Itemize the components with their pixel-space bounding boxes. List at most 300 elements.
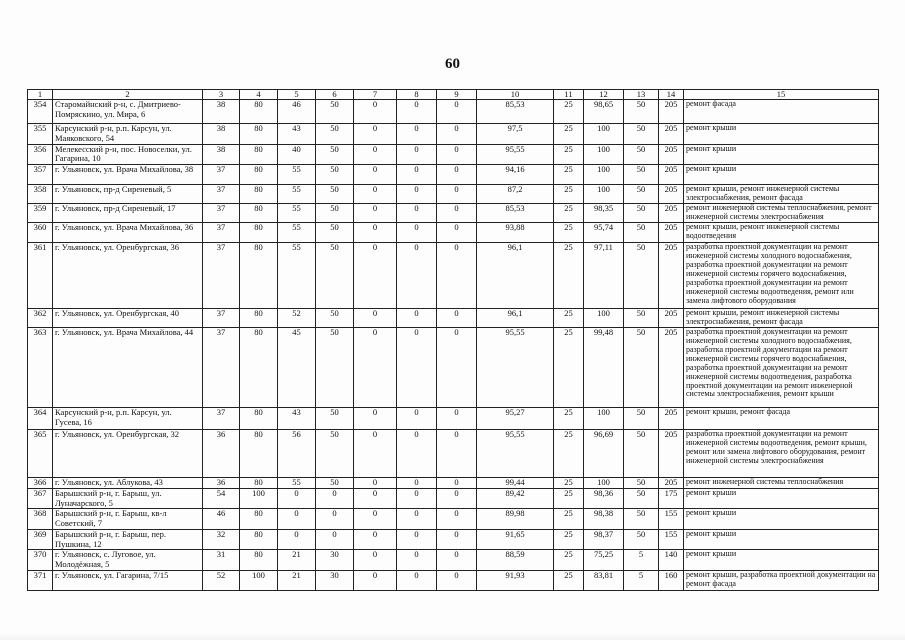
value-cell: 43 bbox=[278, 407, 316, 429]
value-cell: 25 bbox=[554, 429, 584, 477]
value-cell: 55 bbox=[278, 242, 316, 308]
value-cell: 100 bbox=[584, 165, 624, 185]
value-cell: 37 bbox=[203, 407, 240, 429]
value-cell: 140 bbox=[659, 550, 684, 571]
value-cell: 38 bbox=[203, 100, 240, 124]
value-cell: 98,38 bbox=[584, 509, 624, 530]
value-cell: 175 bbox=[659, 488, 684, 509]
value-cell: 50 bbox=[624, 407, 659, 429]
value-cell: 0 bbox=[397, 242, 437, 308]
value-cell: 205 bbox=[659, 407, 684, 429]
value-cell: 32 bbox=[203, 529, 240, 550]
value-cell: 43 bbox=[278, 124, 316, 145]
value-cell: 46 bbox=[203, 509, 240, 530]
value-cell: 89,98 bbox=[477, 509, 554, 530]
table-row bbox=[28, 488, 879, 509]
column-header: 3 bbox=[203, 90, 240, 100]
value-cell: 50 bbox=[624, 477, 659, 488]
value-cell: 25 bbox=[554, 509, 584, 530]
works-cell: разработка проектной документации на ремонт инженерной системы холодного водоснабжения, разработка проектной документации на ремонт инженерной системы горячего водоснабжения, разработка проектной документации на ремонт инженерной системы водоотведения, разработка проектной документации на ремонт инженерной системы электроснабжения, ремонт крыши bbox=[684, 327, 879, 407]
address-cell: Карсунский р-н, р.п. Карсун, ул. Гусева, 16 bbox=[53, 407, 203, 429]
row-number: 371 bbox=[28, 570, 53, 590]
value-cell: 100 bbox=[584, 407, 624, 429]
value-cell: 0 bbox=[397, 550, 437, 571]
repair-program-table bbox=[27, 89, 879, 591]
value-cell: 0 bbox=[437, 407, 477, 429]
value-cell: 25 bbox=[554, 242, 584, 308]
value-cell: 25 bbox=[554, 203, 584, 222]
value-cell: 0 bbox=[437, 308, 477, 327]
value-cell: 0 bbox=[278, 509, 316, 530]
value-cell: 91,65 bbox=[477, 529, 554, 550]
value-cell: 100 bbox=[584, 185, 624, 204]
value-cell: 0 bbox=[354, 529, 397, 550]
value-cell: 50 bbox=[316, 185, 354, 204]
value-cell: 205 bbox=[659, 222, 684, 242]
address-cell: Старомайнский р-н, с. Дмитриево-Помряскино, ул. Мира, 6 bbox=[53, 100, 203, 124]
value-cell: 80 bbox=[240, 429, 278, 477]
value-cell: 205 bbox=[659, 429, 684, 477]
column-header: 7 bbox=[354, 90, 397, 100]
address-cell: г. Ульяновск, ул. Врача Михайлова, 38 bbox=[53, 165, 203, 185]
column-header: 6 bbox=[316, 90, 354, 100]
value-cell: 100 bbox=[584, 124, 624, 145]
address-cell: г. Ульяновск, ул. Гагарина, 7/15 bbox=[53, 570, 203, 590]
value-cell: 55 bbox=[278, 203, 316, 222]
column-header: 9 bbox=[437, 90, 477, 100]
value-cell: 50 bbox=[624, 144, 659, 165]
value-cell: 80 bbox=[240, 165, 278, 185]
value-cell: 95,55 bbox=[477, 327, 554, 407]
value-cell: 83,81 bbox=[584, 570, 624, 590]
value-cell: 0 bbox=[437, 488, 477, 509]
value-cell: 98,37 bbox=[584, 529, 624, 550]
value-cell: 85,53 bbox=[477, 203, 554, 222]
value-cell: 95,27 bbox=[477, 407, 554, 429]
value-cell: 91,93 bbox=[477, 570, 554, 590]
value-cell: 0 bbox=[397, 477, 437, 488]
value-cell: 50 bbox=[316, 222, 354, 242]
value-cell: 55 bbox=[278, 165, 316, 185]
value-cell: 50 bbox=[624, 100, 659, 124]
works-cell: ремонт крыши, ремонт фасада bbox=[684, 407, 879, 429]
row-number: 357 bbox=[28, 165, 53, 185]
value-cell: 0 bbox=[278, 529, 316, 550]
table-row bbox=[28, 429, 879, 477]
column-header: 8 bbox=[397, 90, 437, 100]
address-cell: Мелекесский р-н, пос. Новоселки, ул. Гагарина, 10 bbox=[53, 144, 203, 165]
value-cell: 50 bbox=[316, 203, 354, 222]
value-cell: 37 bbox=[203, 222, 240, 242]
scan-edge bbox=[0, 632, 905, 640]
table-row bbox=[28, 477, 879, 488]
value-cell: 50 bbox=[624, 327, 659, 407]
value-cell: 0 bbox=[354, 570, 397, 590]
value-cell: 30 bbox=[316, 570, 354, 590]
value-cell: 205 bbox=[659, 124, 684, 145]
value-cell: 0 bbox=[397, 429, 437, 477]
value-cell: 80 bbox=[240, 529, 278, 550]
value-cell: 0 bbox=[397, 529, 437, 550]
value-cell: 205 bbox=[659, 327, 684, 407]
value-cell: 0 bbox=[397, 203, 437, 222]
value-cell: 205 bbox=[659, 477, 684, 488]
value-cell: 37 bbox=[203, 185, 240, 204]
works-cell: ремонт крыши bbox=[684, 124, 879, 145]
value-cell: 96,69 bbox=[584, 429, 624, 477]
value-cell: 0 bbox=[397, 100, 437, 124]
value-cell: 0 bbox=[397, 144, 437, 165]
works-cell: разработка проектной документации на ремонт инженерной системы холодного водоснабжения, разработка проектной документации на ремонт инженерной системы горячего водоснабжения, разработка проектной документации на ремонт инженерной системы водоотведения, ремонт или замена лифтового оборудования bbox=[684, 242, 879, 308]
value-cell: 0 bbox=[354, 429, 397, 477]
works-cell: ремонт крыши, ремонт инженерной системы электроснабжения, ремонт фасада bbox=[684, 308, 879, 327]
value-cell: 21 bbox=[278, 550, 316, 571]
value-cell: 205 bbox=[659, 308, 684, 327]
table-row bbox=[28, 124, 879, 145]
value-cell: 0 bbox=[354, 203, 397, 222]
value-cell: 205 bbox=[659, 165, 684, 185]
value-cell: 0 bbox=[278, 488, 316, 509]
table-row bbox=[28, 509, 879, 530]
value-cell: 0 bbox=[437, 529, 477, 550]
value-cell: 0 bbox=[437, 124, 477, 145]
value-cell: 50 bbox=[316, 477, 354, 488]
address-cell: г. Ульяновск, ул. Оренбургская, 40 bbox=[53, 308, 203, 327]
value-cell: 0 bbox=[437, 429, 477, 477]
address-cell: Барышский р-н, г. Барыш, пер. Пушкина, 12 bbox=[53, 529, 203, 550]
value-cell: 25 bbox=[554, 165, 584, 185]
table-row bbox=[28, 308, 879, 327]
works-cell: ремонт крыши, ремонт инженерной системы электроснабжения, ремонт фасада bbox=[684, 185, 879, 204]
table-row bbox=[28, 529, 879, 550]
works-cell: ремонт инженерной системы теплоснабжения bbox=[684, 477, 879, 488]
value-cell: 50 bbox=[316, 308, 354, 327]
value-cell: 0 bbox=[437, 185, 477, 204]
value-cell: 0 bbox=[437, 570, 477, 590]
value-cell: 100 bbox=[584, 308, 624, 327]
column-header: 11 bbox=[554, 90, 584, 100]
value-cell: 50 bbox=[624, 185, 659, 204]
value-cell: 97,5 bbox=[477, 124, 554, 145]
value-cell: 0 bbox=[437, 327, 477, 407]
value-cell: 54 bbox=[203, 488, 240, 509]
value-cell: 205 bbox=[659, 242, 684, 308]
value-cell: 205 bbox=[659, 144, 684, 165]
works-cell: ремонт крыши bbox=[684, 509, 879, 530]
value-cell: 85,53 bbox=[477, 100, 554, 124]
value-cell: 100 bbox=[584, 477, 624, 488]
value-cell: 50 bbox=[624, 222, 659, 242]
value-cell: 25 bbox=[554, 477, 584, 488]
value-cell: 50 bbox=[316, 327, 354, 407]
value-cell: 55 bbox=[278, 222, 316, 242]
row-number: 356 bbox=[28, 144, 53, 165]
address-cell: Барышский р-н, г. Барыш, ул. Луначарского, 5 bbox=[53, 488, 203, 509]
value-cell: 80 bbox=[240, 308, 278, 327]
value-cell: 80 bbox=[240, 477, 278, 488]
value-cell: 0 bbox=[354, 144, 397, 165]
value-cell: 45 bbox=[278, 327, 316, 407]
value-cell: 205 bbox=[659, 100, 684, 124]
column-header: 15 bbox=[684, 90, 879, 100]
value-cell: 25 bbox=[554, 185, 584, 204]
value-cell: 205 bbox=[659, 203, 684, 222]
value-cell: 99,48 bbox=[584, 327, 624, 407]
value-cell: 50 bbox=[316, 124, 354, 145]
value-cell: 96,1 bbox=[477, 242, 554, 308]
value-cell: 75,25 bbox=[584, 550, 624, 571]
value-cell: 0 bbox=[397, 509, 437, 530]
value-cell: 0 bbox=[437, 550, 477, 571]
value-cell: 25 bbox=[554, 407, 584, 429]
value-cell: 98,65 bbox=[584, 100, 624, 124]
value-cell: 50 bbox=[624, 509, 659, 530]
row-number: 363 bbox=[28, 327, 53, 407]
value-cell: 160 bbox=[659, 570, 684, 590]
value-cell: 80 bbox=[240, 550, 278, 571]
value-cell: 80 bbox=[240, 407, 278, 429]
column-header: 2 bbox=[53, 90, 203, 100]
value-cell: 0 bbox=[397, 570, 437, 590]
value-cell: 0 bbox=[354, 100, 397, 124]
value-cell: 50 bbox=[316, 242, 354, 308]
value-cell: 25 bbox=[554, 570, 584, 590]
address-cell: г. Ульяновск, ул. Оренбургская, 36 bbox=[53, 242, 203, 308]
value-cell: 52 bbox=[203, 570, 240, 590]
value-cell: 0 bbox=[437, 100, 477, 124]
value-cell: 0 bbox=[397, 165, 437, 185]
value-cell: 0 bbox=[437, 203, 477, 222]
value-cell: 95,74 bbox=[584, 222, 624, 242]
value-cell: 0 bbox=[354, 327, 397, 407]
value-cell: 80 bbox=[240, 100, 278, 124]
value-cell: 155 bbox=[659, 529, 684, 550]
value-cell: 25 bbox=[554, 308, 584, 327]
table-row bbox=[28, 407, 879, 429]
row-number: 364 bbox=[28, 407, 53, 429]
value-cell: 100 bbox=[584, 144, 624, 165]
value-cell: 50 bbox=[316, 165, 354, 185]
value-cell: 0 bbox=[397, 185, 437, 204]
value-cell: 50 bbox=[624, 488, 659, 509]
column-header: 13 bbox=[624, 90, 659, 100]
value-cell: 50 bbox=[316, 407, 354, 429]
value-cell: 80 bbox=[240, 509, 278, 530]
table-body bbox=[28, 100, 879, 591]
value-cell: 0 bbox=[437, 222, 477, 242]
works-cell: ремонт крыши bbox=[684, 165, 879, 185]
row-number: 366 bbox=[28, 477, 53, 488]
value-cell: 0 bbox=[354, 242, 397, 308]
value-cell: 46 bbox=[278, 100, 316, 124]
value-cell: 50 bbox=[624, 203, 659, 222]
value-cell: 93,88 bbox=[477, 222, 554, 242]
value-cell: 0 bbox=[397, 124, 437, 145]
value-cell: 25 bbox=[554, 144, 584, 165]
row-number: 365 bbox=[28, 429, 53, 477]
value-cell: 0 bbox=[397, 488, 437, 509]
value-cell: 50 bbox=[624, 242, 659, 308]
value-cell: 37 bbox=[203, 308, 240, 327]
row-number: 355 bbox=[28, 124, 53, 145]
value-cell: 30 bbox=[316, 550, 354, 571]
value-cell: 0 bbox=[354, 124, 397, 145]
value-cell: 0 bbox=[437, 144, 477, 165]
value-cell: 95,55 bbox=[477, 429, 554, 477]
works-cell: ремонт крыши bbox=[684, 529, 879, 550]
column-header: 14 bbox=[659, 90, 684, 100]
value-cell: 0 bbox=[437, 477, 477, 488]
value-cell: 0 bbox=[397, 327, 437, 407]
value-cell: 98,36 bbox=[584, 488, 624, 509]
value-cell: 80 bbox=[240, 124, 278, 145]
value-cell: 100 bbox=[240, 570, 278, 590]
value-cell: 80 bbox=[240, 327, 278, 407]
column-header: 4 bbox=[240, 90, 278, 100]
value-cell: 50 bbox=[316, 144, 354, 165]
value-cell: 95,55 bbox=[477, 144, 554, 165]
value-cell: 89,42 bbox=[477, 488, 554, 509]
value-cell: 31 bbox=[203, 550, 240, 571]
row-number: 368 bbox=[28, 509, 53, 530]
value-cell: 0 bbox=[354, 477, 397, 488]
value-cell: 0 bbox=[354, 308, 397, 327]
value-cell: 50 bbox=[624, 124, 659, 145]
column-header: 10 bbox=[477, 90, 554, 100]
value-cell: 80 bbox=[240, 242, 278, 308]
value-cell: 37 bbox=[203, 203, 240, 222]
row-number: 367 bbox=[28, 488, 53, 509]
value-cell: 55 bbox=[278, 477, 316, 488]
column-header-row bbox=[28, 90, 879, 100]
value-cell: 5 bbox=[624, 550, 659, 571]
value-cell: 0 bbox=[354, 407, 397, 429]
value-cell: 0 bbox=[437, 242, 477, 308]
value-cell: 0 bbox=[316, 509, 354, 530]
value-cell: 0 bbox=[354, 222, 397, 242]
value-cell: 0 bbox=[354, 488, 397, 509]
page-number: 60 bbox=[445, 56, 460, 72]
value-cell: 38 bbox=[203, 144, 240, 165]
works-cell: ремонт крыши bbox=[684, 550, 879, 571]
works-cell: ремонт крыши bbox=[684, 144, 879, 165]
value-cell: 94,16 bbox=[477, 165, 554, 185]
value-cell: 155 bbox=[659, 509, 684, 530]
value-cell: 52 bbox=[278, 308, 316, 327]
table-row bbox=[28, 242, 879, 308]
value-cell: 0 bbox=[316, 529, 354, 550]
value-cell: 0 bbox=[437, 165, 477, 185]
value-cell: 37 bbox=[203, 327, 240, 407]
row-number: 369 bbox=[28, 529, 53, 550]
value-cell: 50 bbox=[316, 100, 354, 124]
value-cell: 99,44 bbox=[477, 477, 554, 488]
column-header: 1 bbox=[28, 90, 53, 100]
value-cell: 0 bbox=[437, 509, 477, 530]
address-cell: г. Ульяновск, с. Луговое, ул. Молодёжная, 5 bbox=[53, 550, 203, 571]
value-cell: 25 bbox=[554, 222, 584, 242]
address-cell: г. Ульяновск, ул. Оренбургская, 32 bbox=[53, 429, 203, 477]
value-cell: 50 bbox=[624, 308, 659, 327]
value-cell: 0 bbox=[354, 550, 397, 571]
value-cell: 50 bbox=[316, 429, 354, 477]
table-row bbox=[28, 203, 879, 222]
value-cell: 36 bbox=[203, 477, 240, 488]
works-cell: ремонт инженерной системы теплоснабжения, ремонт инженерной системы электроснабжения bbox=[684, 203, 879, 222]
value-cell: 56 bbox=[278, 429, 316, 477]
value-cell: 80 bbox=[240, 144, 278, 165]
works-cell: ремонт фасада bbox=[684, 100, 879, 124]
value-cell: 5 bbox=[624, 570, 659, 590]
value-cell: 80 bbox=[240, 203, 278, 222]
works-cell: разработка проектной документации на ремонт инженерной системы водоотведения, ремонт крыши, ремонт или замена лифтового оборудования, ремонт инженерной системы электроснабжения bbox=[684, 429, 879, 477]
table-row bbox=[28, 570, 879, 590]
value-cell: 97,11 bbox=[584, 242, 624, 308]
value-cell: 25 bbox=[554, 327, 584, 407]
address-cell: Карсунский р-н, р.п. Карсун, ул. Маяковского, 54 bbox=[53, 124, 203, 145]
value-cell: 88,59 bbox=[477, 550, 554, 571]
value-cell: 0 bbox=[354, 165, 397, 185]
value-cell: 87,2 bbox=[477, 185, 554, 204]
value-cell: 36 bbox=[203, 429, 240, 477]
address-cell: г. Ульяновск, пр-д Сиреневый, 5 bbox=[53, 185, 203, 204]
value-cell: 50 bbox=[624, 429, 659, 477]
value-cell: 37 bbox=[203, 242, 240, 308]
value-cell: 0 bbox=[354, 509, 397, 530]
table-row bbox=[28, 185, 879, 204]
value-cell: 25 bbox=[554, 488, 584, 509]
value-cell: 25 bbox=[554, 529, 584, 550]
value-cell: 80 bbox=[240, 222, 278, 242]
table-row bbox=[28, 550, 879, 571]
row-number: 361 bbox=[28, 242, 53, 308]
row-number: 354 bbox=[28, 100, 53, 124]
value-cell: 25 bbox=[554, 550, 584, 571]
value-cell: 0 bbox=[316, 488, 354, 509]
value-cell: 205 bbox=[659, 185, 684, 204]
value-cell: 50 bbox=[624, 529, 659, 550]
address-cell: г. Ульяновск, ул. Врача Михайлова, 36 bbox=[53, 222, 203, 242]
table-row bbox=[28, 327, 879, 407]
address-cell: Барышский р-н, г. Барыш, кв-л Советский, 7 bbox=[53, 509, 203, 530]
value-cell: 0 bbox=[354, 185, 397, 204]
value-cell: 80 bbox=[240, 185, 278, 204]
address-cell: г. Ульяновск, ул. Врача Михайлова, 44 bbox=[53, 327, 203, 407]
value-cell: 0 bbox=[397, 407, 437, 429]
value-cell: 40 bbox=[278, 144, 316, 165]
value-cell: 96,1 bbox=[477, 308, 554, 327]
row-number: 360 bbox=[28, 222, 53, 242]
works-cell: ремонт крыши, ремонт инженерной системы водоотведения bbox=[684, 222, 879, 242]
works-cell: ремонт крыши, разработка проектной документации на ремонт фасада bbox=[684, 570, 879, 590]
value-cell: 21 bbox=[278, 570, 316, 590]
address-cell: г. Ульяновск, пр-д Сиреневый, 17 bbox=[53, 203, 203, 222]
table-row bbox=[28, 165, 879, 185]
value-cell: 25 bbox=[554, 124, 584, 145]
row-number: 362 bbox=[28, 308, 53, 327]
row-number: 359 bbox=[28, 203, 53, 222]
value-cell: 100 bbox=[240, 488, 278, 509]
column-header: 12 bbox=[584, 90, 624, 100]
column-header: 5 bbox=[278, 90, 316, 100]
value-cell: 25 bbox=[554, 100, 584, 124]
table-row bbox=[28, 222, 879, 242]
address-cell: г. Ульяновск, ул. Аблукова, 43 bbox=[53, 477, 203, 488]
table-row bbox=[28, 144, 879, 165]
value-cell: 55 bbox=[278, 185, 316, 204]
value-cell: 37 bbox=[203, 165, 240, 185]
value-cell: 38 bbox=[203, 124, 240, 145]
